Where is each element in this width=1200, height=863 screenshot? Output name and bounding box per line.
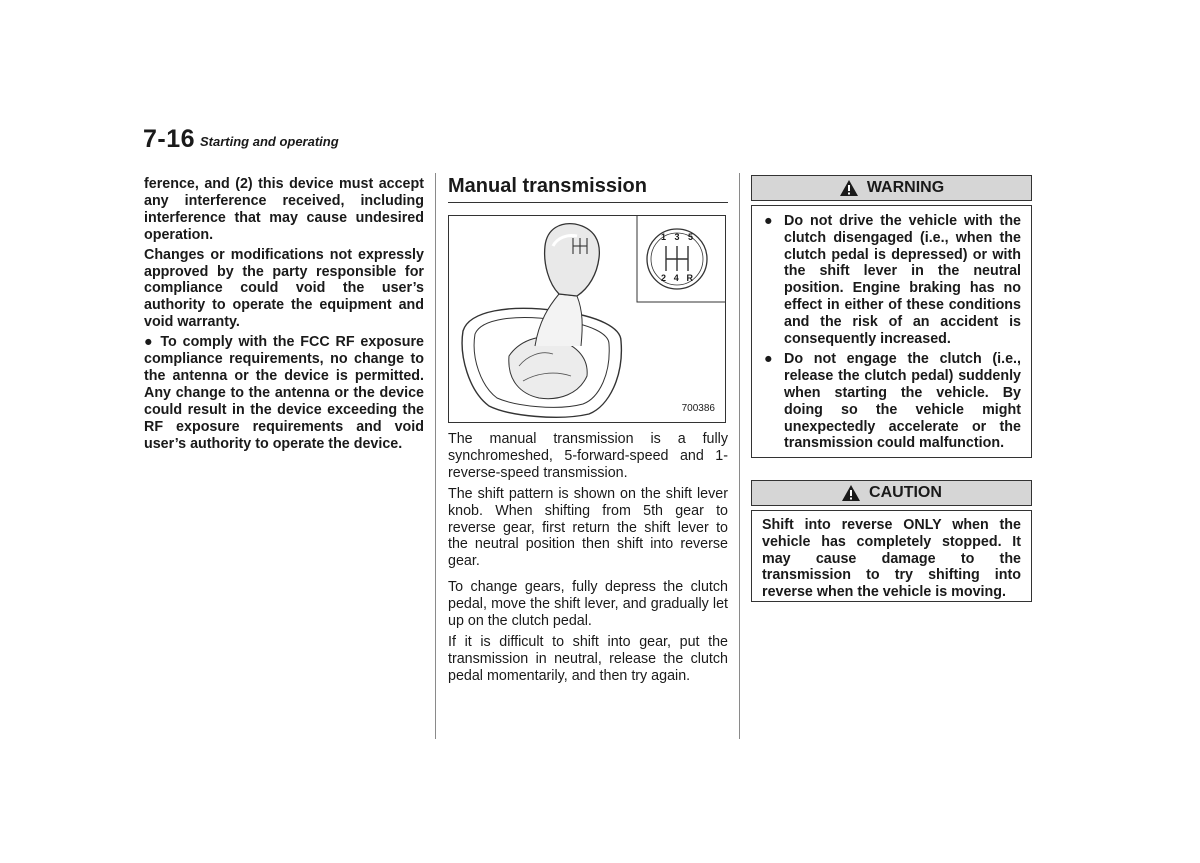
transmission-body-text — [448, 431, 728, 685]
figure-code: 700386 — [681, 403, 715, 414]
shift-lever-figure — [448, 215, 726, 423]
gear-label-r: R — [686, 273, 693, 283]
section-title: Starting and operating — [200, 134, 339, 149]
transmission-paragraph-3: To change gears, fully depress the clutch pedal, move the shift lever, and gradually let up on the clutch pedal. — [448, 579, 728, 630]
shift-pattern-top-row — [661, 232, 693, 242]
manual-transmission-heading: Manual transmission — [448, 175, 728, 203]
column-divider-right — [739, 173, 740, 739]
caution-triangle-icon — [841, 484, 861, 502]
caution-header — [751, 480, 1032, 506]
caution-title: CAUTION — [869, 484, 942, 501]
warning-triangle-icon — [839, 179, 859, 197]
left-column — [144, 176, 424, 456]
gear-label-3: 3 — [674, 232, 680, 242]
warning-item — [762, 213, 1021, 347]
transmission-paragraph-4: If it is difficult to shift into gear, put the transmission in neutral, release the clutch pedal momentarily, and then try again. — [448, 633, 728, 684]
gear-label-4: 4 — [673, 273, 679, 283]
warning-title: WARNING — [866, 179, 945, 196]
page-number: 7-16 — [143, 125, 196, 153]
warning-header — [751, 175, 1032, 201]
fcc-paragraph-3: ● To comply with the FCC RF exposure compliance requirements, no change to the antenna or the device is permitted. Any change to the antenna or the device could result in the device exceeding the RF exposure requirements and void user’s authority to operate the device. — [144, 334, 424, 452]
gear-label-2: 2 — [661, 273, 667, 283]
bullet-icon: ● — [764, 351, 773, 368]
warning-item-text: Do not engage the clutch (i.e., release the clutch pedal) suddenly when starting the vehicle. By doing so the vehicle might unexpectedly accelerate or the transmission could malfunction. — [784, 351, 1021, 452]
transmission-paragraph-2: The shift pattern is shown on the shift lever knob. When shifting from 5th gear to reverse gear, first return the shift lever to the neutral position then shift into reverse gear. — [448, 485, 728, 570]
fcc-paragraph-2: Changes or modifications not expressly approved by the party responsible for compliance could void the user’s authority to operate the equipment and void warranty. — [144, 246, 424, 331]
middle-column — [448, 173, 728, 689]
fcc-paragraph-1: ference, and (2) this device must accept any interference received, including interference that may cause undesired operation. — [144, 176, 424, 243]
warning-body — [751, 205, 1032, 458]
warning-item — [762, 351, 1021, 452]
gear-label-5: 5 — [687, 232, 693, 242]
caution-body: Shift into reverse ONLY when the vehicle has completely stopped. It may cause damage to the transmission to try shifting into reverse when the vehicle is moving. — [751, 510, 1032, 602]
caution-block — [751, 480, 1032, 602]
warning-item-text: Do not drive the vehicle with the clutch disengaged (i.e., when the clutch pedal is depressed) or with the shift lever in the neutral position. Engine braking has no effect in either of these conditions and the risk of an accident is consequently increased. — [784, 213, 1021, 347]
transmission-paragraph-1: The manual transmission is a fully synchromeshed, 5-forward-speed and 1-reverse-speed transmission. — [448, 431, 728, 481]
shift-lever-illustration — [449, 216, 725, 422]
shift-pattern-bottom-row — [661, 273, 693, 283]
gear-label-1: 1 — [661, 232, 667, 242]
bullet-icon: ● — [764, 213, 773, 229]
right-column — [751, 175, 1032, 602]
column-divider-left — [435, 173, 436, 739]
